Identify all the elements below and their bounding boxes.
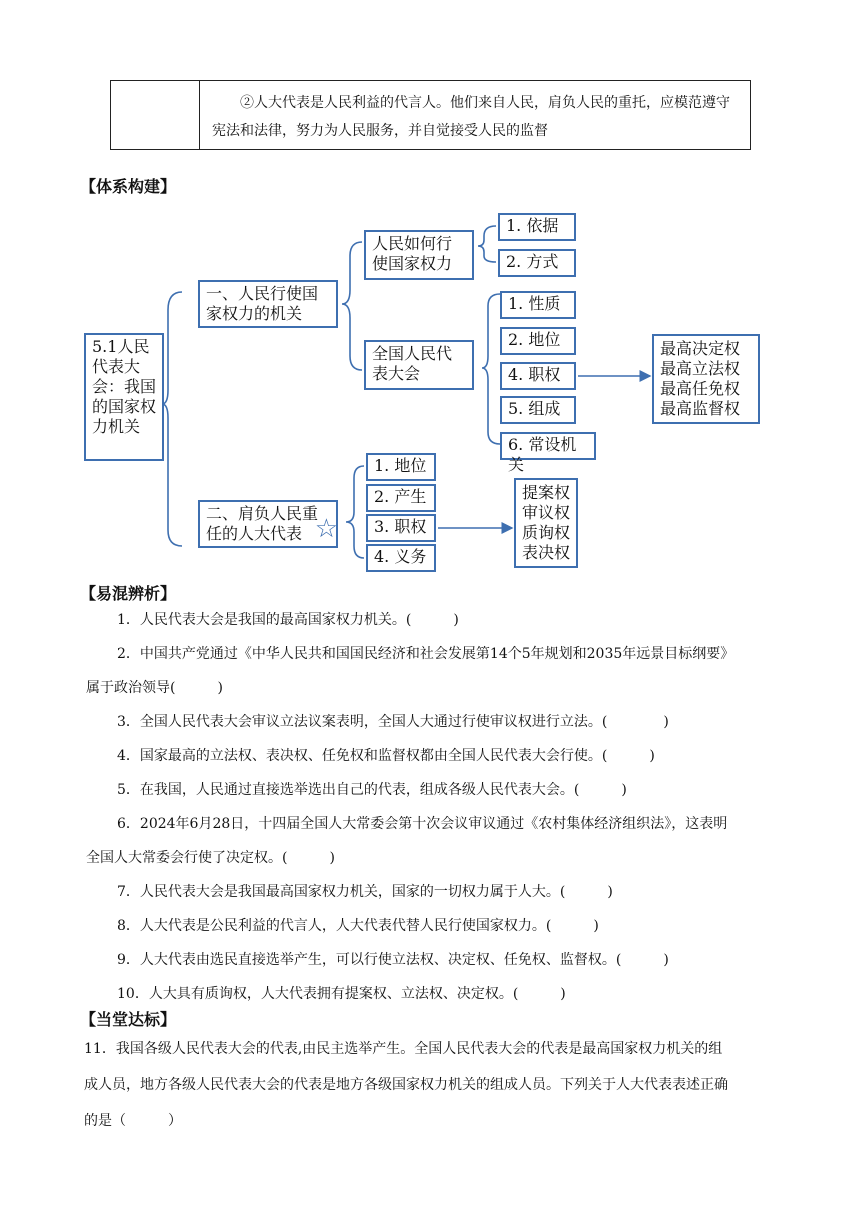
branch2-item [366,484,436,512]
npc-power: 最高决定权 [660,339,741,358]
sub2-item-label: 5. 组成 [508,399,561,418]
sub1-item-label: 2. 方式 [506,252,559,271]
heading-practice: 【当堂达标】 [80,1010,177,1029]
sub1-item [498,249,576,277]
deputy-power: 提案权 [522,483,571,502]
sub2-node [364,340,474,390]
branch1-node-label: 一、人民行使国家权力的机关 [206,284,319,323]
npc-powers-box [652,334,760,424]
question-continued: 属于政治领导( ) [86,680,223,696]
brace-root [162,292,182,546]
sub1-node-label: 人民如何行使国家权力 [372,234,453,273]
sub1-item [498,213,576,241]
question: 9．人大代表由选民直接选举产生，可以行使立法权、决定权、任免权、监督权。( ) [117,952,669,968]
question-continued: 全国人大常委会行使了决定权。( ) [86,850,335,866]
question: 2．中国共产党通过《中华人民共和国国民经济和社会发展第14个5年规划和2035年远景目标纲要》 [117,646,735,662]
sub2-item [500,291,576,319]
branch2-item-label: 2. 产生 [374,487,427,506]
question: 10．人大具有质询权，人大代表拥有提案权、立法权、决定权。( ) [117,986,566,1002]
sub2-item [500,362,576,390]
question: 3．全国人民代表大会审议立法议案表明，全国人大通过行使审议权进行立法。( ) [117,714,669,730]
brace-branch2 [346,466,364,558]
branch2-node [198,500,338,548]
sub2-item [500,327,576,355]
sub2-item [500,396,576,424]
question: 8．人大代表是公民利益的代言人，人大代表代替人民行使国家权力。( ) [117,918,599,934]
sub2-item-label: 4. 职权 [508,365,561,384]
branch2-item-label: 3. 职权 [374,517,427,536]
npc-power: 最高立法权 [660,359,741,378]
practice-question: 成人员，地方各级人民代表大会的代表是地方各级国家权力机关的组成人员。下列关于人大代表表述正确 [84,1077,728,1093]
star-icon: ☆ [314,514,338,544]
sub2-item-label: 1. 性质 [508,294,561,313]
deputy-power: 质询权 [522,523,571,542]
sub1-item-label: 1. 依据 [506,216,559,235]
npc-power: 最高任免权 [660,379,741,398]
table-text: ②人大代表是人民利益的代言人。他们来自人民，肩负人民的重托，应模范遵守宪法和法律，努力为人民服务，并自觉接受人民的监督 [212,95,730,139]
sub2-node-label: 全国人民代表大会 [372,344,453,383]
practice-question: 11．我国各级人民代表大会的代表,由民主选举产生。全国人民代表大会的代表是最高国家权力机关的组 [84,1041,723,1057]
practice-question: 的是（ ） [84,1113,182,1129]
brace-branch1 [342,242,362,370]
root-node-label: 5.1人民代表大会：我国的国家权力机关 [92,337,157,436]
question: 4．国家最高的立法权、表决权、任免权和监督权都由全国人民代表大会行使。( ) [117,748,655,764]
brace-sub1 [478,226,496,262]
branch2-node-label: 二、肩负人民重任的人大代表 [206,504,319,543]
brace-sub2 [482,294,500,444]
root-node [84,333,164,461]
sub2-item [500,432,596,474]
npc-power: 最高监督权 [660,399,741,418]
deputy-power: 表决权 [522,543,571,562]
sub1-node [364,230,474,280]
branch2-item-label: 1. 地位 [374,456,427,475]
branch2-item [366,544,436,572]
question: 1．人民代表大会是我国的最高国家权力机关。( ) [117,612,459,628]
branch2-item [366,453,436,481]
heading-system: 【体系构建】 [80,177,177,196]
question: 6．2024年6月28日，十四届全国人大常委会第十次会议审议通过《农村集体经济组织法》，这表明 [117,816,728,832]
heading-confuse: 【易混辨析】 [80,584,177,603]
deputy-powers-box [514,478,578,568]
sub2-item-label: 6. 常设机关 [508,435,577,474]
question: 7．人民代表大会是我国最高国家权力机关，国家的一切权力属于人大。( ) [117,884,613,900]
deputy-power: 审议权 [522,503,571,522]
branch2-item [366,514,436,542]
question: 5．在我国，人民通过直接选举选出自己的代表，组成各级人民代表大会。( ) [117,782,627,798]
branch1-node [198,280,338,328]
sub2-item-label: 2. 地位 [508,330,561,349]
branch2-item-label: 4. 义务 [374,547,427,566]
